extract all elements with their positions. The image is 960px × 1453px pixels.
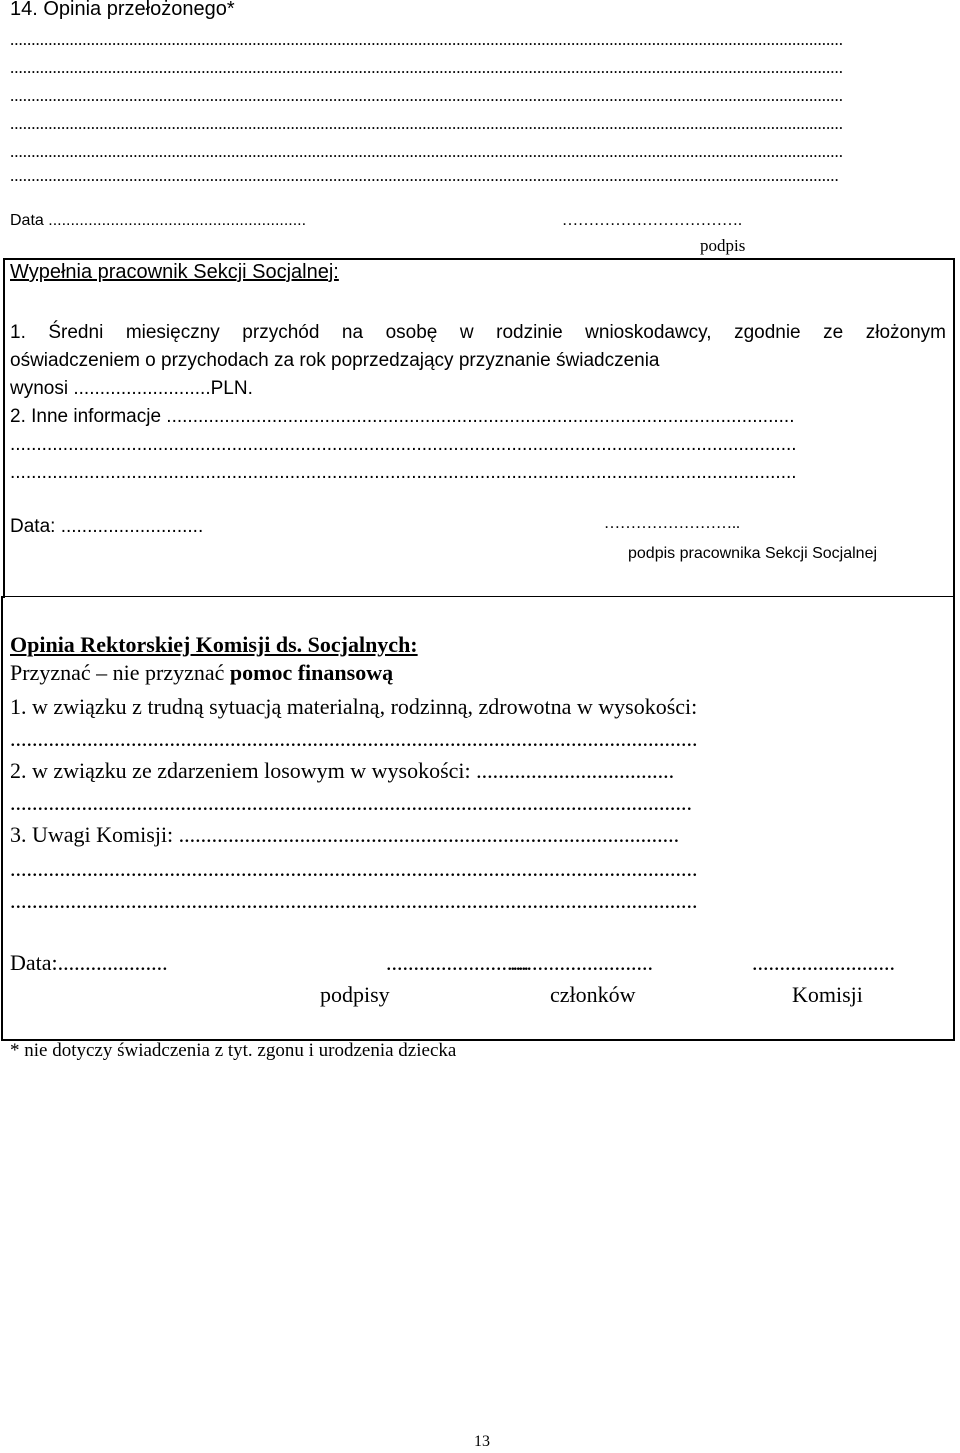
dotted-line: .................................................................................................................................................................................................... bbox=[10, 58, 843, 77]
signature-label: podpis bbox=[700, 236, 746, 255]
grant-bold: pomoc finansową bbox=[229, 660, 394, 685]
signature-word: podpisy bbox=[320, 982, 390, 1007]
signature-line: ……………………………. bbox=[562, 212, 742, 229]
dotted-line: ..................................................................................................................................................... bbox=[10, 434, 797, 455]
signature-line: .......................... bbox=[510, 950, 653, 975]
date-field: Data .......................................................... bbox=[10, 212, 307, 229]
dotted-line: .................................................................................................................................................................................................... bbox=[10, 86, 843, 105]
dotted-line: ..................................................................................................................................................... bbox=[10, 462, 797, 483]
dotted-line: .................................................................................................................................................................................................... bbox=[10, 114, 843, 133]
dotted-line: .................................................................................................................................................................................................... bbox=[10, 142, 843, 161]
income-item-line: 1. Średni miesięczny przychód na osobę w rodzinie wnioskodawcy, zgodnie ze złożonym bbox=[10, 322, 946, 343]
signature-word: członków bbox=[550, 982, 636, 1007]
commission-title: Opinia Rektorskiej Komisji ds. Socjalnych: bbox=[10, 632, 418, 657]
page-number: 13 bbox=[474, 1433, 490, 1450]
commission-item-3: 3. Uwagi Komisji: ........................................................................................... bbox=[10, 822, 680, 847]
income-amount-field: wynosi ..........................PLN. bbox=[10, 378, 253, 399]
date-field: Data: ........................... bbox=[10, 516, 204, 537]
dotted-line: ............................................................................................................................. bbox=[10, 856, 698, 881]
signature-line: …………………….. bbox=[604, 515, 740, 532]
grant-prefix: Przyznać – nie przyznać bbox=[10, 660, 230, 685]
dotted-line: ................................................................................................................................................................................................... bbox=[10, 166, 839, 185]
footnote: * nie dotyczy świadczenia z tyt. zgonu i urodzenia dziecka bbox=[10, 1040, 457, 1061]
social-section-title: Wypełnia pracownik Sekcji Socjalnej: bbox=[10, 261, 339, 283]
dotted-line: ............................................................................................................................. bbox=[10, 726, 698, 751]
dotted-line: ............................................................................................................................ bbox=[10, 790, 692, 815]
section-14-title: 14. Opinia przełożonego* bbox=[10, 0, 235, 20]
commission-item-1: 1. w związku z trudną sytuacją materialną, rodzinną, zdrowotna w wysokości: bbox=[10, 694, 698, 719]
date-field: Data:.................... bbox=[10, 950, 168, 975]
income-item-line: oświadczeniem o przychodach za rok poprzedzający przyznanie świadczenia bbox=[10, 350, 660, 371]
other-info-field: 2. Inne informacje ....................................................................................................................... bbox=[10, 406, 795, 427]
signature-line: .......................... bbox=[752, 950, 895, 975]
signature-line: .......................... bbox=[386, 950, 529, 975]
dotted-line: .................................................................................................................................................................................................... bbox=[10, 30, 843, 49]
dotted-line: ............................................................................................................................. bbox=[10, 888, 698, 913]
signature-word: Komisji bbox=[792, 982, 863, 1007]
grant-decision bbox=[10, 660, 393, 686]
signature-label: podpis pracownika Sekcji Socjalnej bbox=[628, 545, 878, 562]
commission-item-2: 2. w związku ze zdarzeniem losowym w wysokości: .................................... bbox=[10, 758, 675, 783]
